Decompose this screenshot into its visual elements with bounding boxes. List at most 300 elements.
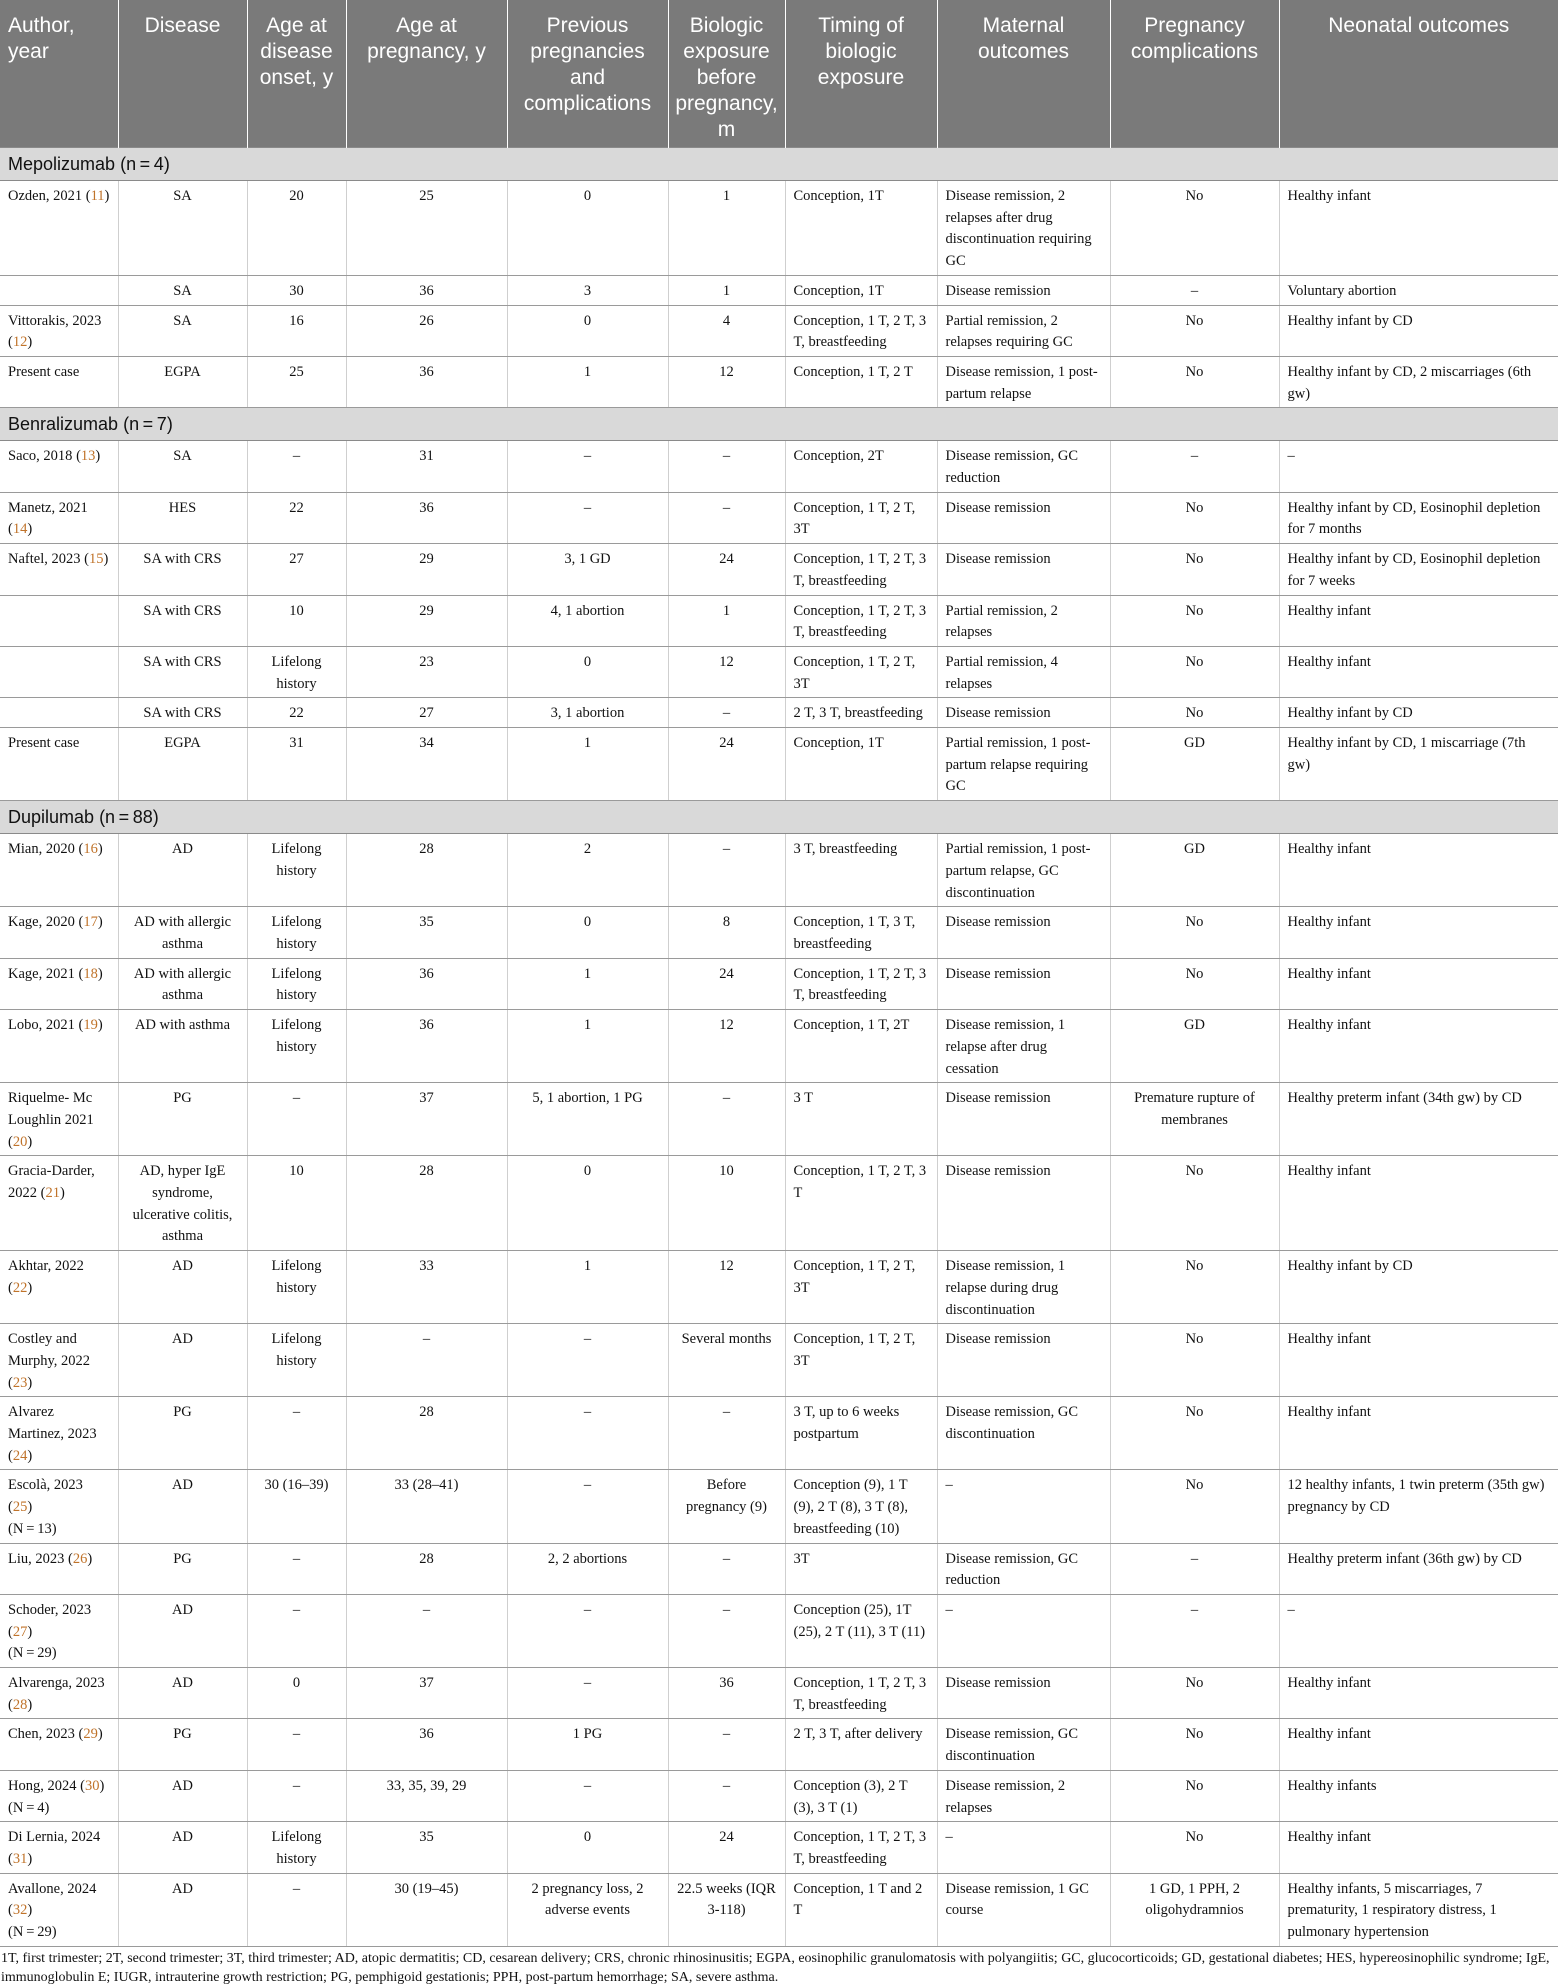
maternal-outcomes-cell: Partial remission, 1 post-partum relapse, GC discontinuation bbox=[937, 834, 1110, 907]
disease-cell: SA bbox=[118, 441, 247, 492]
age-pregnancy-cell: – bbox=[346, 1324, 507, 1397]
reference-link[interactable]: 11 bbox=[90, 188, 105, 204]
age-pregnancy-cell: 28 bbox=[346, 834, 507, 907]
maternal-outcomes-cell: Disease remission, 1 GC course bbox=[937, 1873, 1110, 1946]
maternal-outcomes-cell: Disease remission bbox=[937, 1156, 1110, 1251]
age-pregnancy-cell: 36 bbox=[346, 958, 507, 1009]
previous-pregnancies-cell: 0 bbox=[507, 181, 668, 276]
previous-pregnancies-cell: – bbox=[507, 1594, 668, 1667]
biologic-exposure-cell: – bbox=[668, 1397, 785, 1470]
pregnancy-complications-cell: – bbox=[1110, 275, 1279, 305]
section-row bbox=[0, 801, 1558, 834]
pregnancy-complications-cell: – bbox=[1110, 1543, 1279, 1594]
timing-cell: Conception, 1 T, 2 T, 3 T, breastfeeding bbox=[785, 544, 937, 595]
author-cell: Chen, 2023 (29) bbox=[0, 1719, 118, 1770]
table-row bbox=[0, 1543, 1558, 1594]
pregnancy-complications-cell: No bbox=[1110, 1470, 1279, 1543]
table-row bbox=[0, 834, 1558, 907]
pregnancy-complications-cell: – bbox=[1110, 1594, 1279, 1667]
timing-cell: Conception, 1T bbox=[785, 181, 937, 276]
sample-size: (N = 13) bbox=[8, 1520, 57, 1537]
biologic-exposure-cell: 10 bbox=[668, 1156, 785, 1251]
disease-cell: SA with CRS bbox=[118, 698, 247, 728]
age-pregnancy-cell: 29 bbox=[346, 595, 507, 646]
disease-cell: PG bbox=[118, 1083, 247, 1156]
pregnancy-complications-cell: No bbox=[1110, 1397, 1279, 1470]
age-onset-cell: 20 bbox=[247, 181, 346, 276]
neonatal-outcomes-cell: 12 healthy infants, 1 twin preterm (35th gw) pregnancy by CD bbox=[1279, 1470, 1558, 1543]
author-cell: Lobo, 2021 (19) bbox=[0, 1010, 118, 1083]
biologic-exposure-cell: – bbox=[668, 492, 785, 543]
timing-cell: 3 T bbox=[785, 1083, 937, 1156]
pregnancy-complications-cell: No bbox=[1110, 1668, 1279, 1719]
reference-link[interactable]: 24 bbox=[12, 1447, 28, 1464]
neonatal-outcomes-cell: Healthy infant bbox=[1279, 1156, 1558, 1251]
age-onset-cell: – bbox=[247, 441, 346, 492]
timing-cell: 2 T, 3 T, after delivery bbox=[785, 1719, 937, 1770]
neonatal-outcomes-cell: Healthy preterm infant (36th gw) by CD bbox=[1279, 1543, 1558, 1594]
table-row bbox=[0, 305, 1558, 356]
neonatal-outcomes-cell: Healthy infant by CD bbox=[1279, 305, 1558, 356]
disease-cell: AD with allergic asthma bbox=[118, 958, 247, 1009]
disease-cell: AD bbox=[118, 1873, 247, 1946]
previous-pregnancies-cell: 1 bbox=[507, 958, 668, 1009]
age-onset-cell: Lifelong history bbox=[247, 1324, 346, 1397]
author-name: Naftel, 2023 bbox=[8, 551, 81, 568]
author-cell: Saco, 2018 (13) bbox=[0, 441, 118, 492]
pregnancy-complications-cell: GD bbox=[1110, 1010, 1279, 1083]
age-onset-cell: 10 bbox=[247, 595, 346, 646]
timing-cell: Conception (25), 1T (25), 2 T (11), 3 T (11) bbox=[785, 1594, 937, 1667]
header-pregnancy-complications: Pregnancy complications bbox=[1110, 0, 1279, 148]
maternal-outcomes-cell: Disease remission bbox=[937, 1668, 1110, 1719]
age-pregnancy-cell: 23 bbox=[346, 646, 507, 697]
reference-link[interactable]: 15 bbox=[88, 551, 104, 568]
reference-link[interactable]: 20 bbox=[12, 1133, 28, 1150]
maternal-outcomes-cell: Disease remission, 2 relapses after drug discontinuation requiring GC bbox=[937, 181, 1110, 276]
neonatal-outcomes-cell: Healthy infant bbox=[1279, 834, 1558, 907]
timing-cell: Conception, 1 T and 2 T bbox=[785, 1873, 937, 1946]
pregnancy-complications-cell: GD bbox=[1110, 834, 1279, 907]
author-name: Kage, 2020 bbox=[8, 914, 75, 931]
table-row bbox=[0, 1010, 1558, 1083]
author-name: Present case bbox=[8, 363, 80, 380]
table-row bbox=[0, 441, 1558, 492]
disease-cell: SA bbox=[118, 305, 247, 356]
maternal-outcomes-cell: Disease remission bbox=[937, 275, 1110, 305]
author-name: Escolà, 2023 bbox=[8, 1477, 83, 1494]
author-name: Mian, 2020 bbox=[8, 841, 75, 858]
table-row bbox=[0, 356, 1558, 407]
pregnancy-complications-cell: No bbox=[1110, 958, 1279, 1009]
section-count: (n = 7) bbox=[123, 414, 173, 435]
author-cell: Mian, 2020 (16) bbox=[0, 834, 118, 907]
age-onset-cell: – bbox=[247, 1397, 346, 1470]
biologic-exposure-cell: 8 bbox=[668, 907, 785, 958]
biologic-exposure-cell: – bbox=[668, 441, 785, 492]
disease-cell: SA bbox=[118, 275, 247, 305]
age-onset-cell: 31 bbox=[247, 728, 346, 801]
neonatal-outcomes-cell: – bbox=[1279, 1594, 1558, 1667]
reference-link[interactable]: 21 bbox=[45, 1185, 60, 1202]
author-name: Alvarez Martinez, 2023 bbox=[8, 1404, 97, 1443]
disease-cell: PG bbox=[118, 1719, 247, 1770]
pregnancy-complications-cell: – bbox=[1110, 441, 1279, 492]
age-pregnancy-cell: 36 bbox=[346, 275, 507, 305]
pregnancy-complications-cell: 1 GD, 1 PPH, 2 oligohydramnios bbox=[1110, 1873, 1279, 1946]
previous-pregnancies-cell: – bbox=[507, 1668, 668, 1719]
previous-pregnancies-cell: – bbox=[507, 1770, 668, 1821]
age-onset-cell: Lifelong history bbox=[247, 958, 346, 1009]
header-age-pregnancy: Age at pregnancy, y bbox=[346, 0, 507, 148]
author-name: Vittorakis, 2023 bbox=[8, 312, 102, 329]
age-pregnancy-cell: 33 (28–41) bbox=[346, 1470, 507, 1543]
table-row bbox=[0, 1668, 1558, 1719]
biologic-exposure-cell: – bbox=[668, 1770, 785, 1821]
author-name: Costley and Murphy, 2022 bbox=[8, 1331, 91, 1369]
timing-cell: 3T bbox=[785, 1543, 937, 1594]
previous-pregnancies-cell: 0 bbox=[507, 1822, 668, 1873]
pregnancy-complications-cell: No bbox=[1110, 492, 1279, 543]
pregnancy-complications-cell: No bbox=[1110, 1324, 1279, 1397]
maternal-outcomes-cell: – bbox=[937, 1470, 1110, 1543]
author-name: Liu, 2023 bbox=[8, 1550, 65, 1567]
pregnancy-complications-cell: No bbox=[1110, 356, 1279, 407]
age-pregnancy-cell: 28 bbox=[346, 1543, 507, 1594]
table-row bbox=[0, 1156, 1558, 1251]
age-pregnancy-cell: 35 bbox=[346, 1822, 507, 1873]
disease-cell: SA with CRS bbox=[118, 646, 247, 697]
author-name: Gracia-Darder, 2022 bbox=[8, 1163, 95, 1202]
previous-pregnancies-cell: 1 PG bbox=[507, 1719, 668, 1770]
header-disease: Disease bbox=[118, 0, 247, 148]
section-heading bbox=[0, 148, 1558, 181]
reference-link[interactable]: 27 bbox=[12, 1623, 28, 1640]
biologic-exposure-cell: 12 bbox=[668, 356, 785, 407]
neonatal-outcomes-cell: Healthy infant by CD, 1 miscarriage (7th gw) bbox=[1279, 728, 1558, 801]
header-maternal-outcomes: Maternal outcomes bbox=[937, 0, 1110, 148]
previous-pregnancies-cell: – bbox=[507, 1470, 668, 1543]
maternal-outcomes-cell: Disease remission bbox=[937, 492, 1110, 543]
timing-cell: 3 T, breastfeeding bbox=[785, 834, 937, 907]
section-name: Mepolizumab bbox=[8, 154, 116, 174]
header-row bbox=[0, 0, 1558, 148]
header-author: Author, year bbox=[0, 0, 118, 148]
timing-cell: Conception, 1 T, 2 T, 3T bbox=[785, 1324, 937, 1397]
author-cell: Vittorakis, 2023 (12) bbox=[0, 305, 118, 356]
reference-link[interactable]: 22 bbox=[12, 1279, 28, 1296]
author-name: Riquelme- Mc Loughlin 2021 bbox=[8, 1090, 94, 1128]
previous-pregnancies-cell: – bbox=[507, 1397, 668, 1470]
maternal-outcomes-cell: Partial remission, 2 relapses bbox=[937, 595, 1110, 646]
age-onset-cell: Lifelong history bbox=[247, 1822, 346, 1873]
disease-cell: AD with allergic asthma bbox=[118, 907, 247, 958]
previous-pregnancies-cell: 2 pregnancy loss, 2 adverse events bbox=[507, 1873, 668, 1946]
previous-pregnancies-cell: 0 bbox=[507, 907, 668, 958]
author-name: Avallone, 2024 bbox=[8, 1880, 97, 1897]
table-row bbox=[0, 275, 1558, 305]
reference-link[interactable]: 18 bbox=[83, 965, 98, 982]
biologic-exposure-cell: 12 bbox=[668, 1010, 785, 1083]
neonatal-outcomes-cell: Healthy infant bbox=[1279, 1324, 1558, 1397]
author-cell bbox=[0, 646, 118, 697]
disease-cell: AD bbox=[118, 1251, 247, 1324]
maternal-outcomes-cell: Disease remission bbox=[937, 698, 1110, 728]
reference-link[interactable]: 16 bbox=[83, 841, 98, 858]
neonatal-outcomes-cell: Healthy infant bbox=[1279, 958, 1558, 1009]
table-row bbox=[0, 698, 1558, 728]
neonatal-outcomes-cell: Healthy infant by CD, 2 miscarriages (6th gw) bbox=[1279, 356, 1558, 407]
timing-cell: Conception, 1 T, 3 T, breastfeeding bbox=[785, 907, 937, 958]
timing-cell: Conception, 1 T, 2 T, 3 T, breastfeeding bbox=[785, 1822, 937, 1873]
age-onset-cell: 16 bbox=[247, 305, 346, 356]
neonatal-outcomes-cell: Healthy infant bbox=[1279, 181, 1558, 276]
reference-link[interactable]: 23 bbox=[12, 1374, 28, 1391]
maternal-outcomes-cell: Disease remission bbox=[937, 1083, 1110, 1156]
biologic-exposure-cell: – bbox=[668, 698, 785, 728]
table-row bbox=[0, 1719, 1558, 1770]
previous-pregnancies-cell: 0 bbox=[507, 305, 668, 356]
author-cell: Liu, 2023 (26) bbox=[0, 1543, 118, 1594]
maternal-outcomes-cell: Disease remission bbox=[937, 1324, 1110, 1397]
pregnancy-complications-cell: No bbox=[1110, 1719, 1279, 1770]
timing-cell: Conception, 1T bbox=[785, 275, 937, 305]
disease-cell: EGPA bbox=[118, 728, 247, 801]
age-pregnancy-cell: 29 bbox=[346, 544, 507, 595]
table-row bbox=[0, 1770, 1558, 1821]
table-row bbox=[0, 1324, 1558, 1397]
timing-cell: 3 T, up to 6 weeks postpartum bbox=[785, 1397, 937, 1470]
neonatal-outcomes-cell: Healthy infant bbox=[1279, 1668, 1558, 1719]
table-row bbox=[0, 181, 1558, 276]
disease-cell: AD, hyper IgE syndrome, ulcerative colitis, asthma bbox=[118, 1156, 247, 1251]
section-row bbox=[0, 148, 1558, 181]
age-pregnancy-cell: – bbox=[346, 1594, 507, 1667]
disease-cell: PG bbox=[118, 1397, 247, 1470]
author-cell: Di Lernia, 2024 (31) bbox=[0, 1822, 118, 1873]
author-name: Present case bbox=[8, 735, 80, 752]
timing-cell: Conception, 2T bbox=[785, 441, 937, 492]
author-name: Hong, 2024 bbox=[8, 1777, 77, 1794]
previous-pregnancies-cell: – bbox=[507, 441, 668, 492]
reference-link[interactable]: 13 bbox=[80, 448, 96, 465]
table-row bbox=[0, 1594, 1558, 1667]
neonatal-outcomes-cell: Healthy infant bbox=[1279, 1822, 1558, 1873]
table-row bbox=[0, 907, 1558, 958]
reference-link[interactable]: 25 bbox=[12, 1499, 28, 1516]
disease-cell: SA bbox=[118, 181, 247, 276]
biologic-exposure-cell: – bbox=[668, 1543, 785, 1594]
sample-size: (N = 4) bbox=[8, 1799, 50, 1816]
age-pregnancy-cell: 31 bbox=[346, 441, 507, 492]
biologic-exposure-cell: 24 bbox=[668, 1822, 785, 1873]
maternal-outcomes-cell: Disease remission, 1 relapse after drug cessation bbox=[937, 1010, 1110, 1083]
disease-cell: PG bbox=[118, 1543, 247, 1594]
table-row bbox=[0, 646, 1558, 697]
previous-pregnancies-cell: 2, 2 abortions bbox=[507, 1543, 668, 1594]
biologic-exposure-cell: – bbox=[668, 1083, 785, 1156]
age-pregnancy-cell: 27 bbox=[346, 698, 507, 728]
previous-pregnancies-cell: 3, 1 abortion bbox=[507, 698, 668, 728]
reference-link[interactable]: 26 bbox=[72, 1550, 88, 1567]
neonatal-outcomes-cell: Voluntary abortion bbox=[1279, 275, 1558, 305]
author-cell: Kage, 2020 (17) bbox=[0, 907, 118, 958]
reference-link[interactable]: 29 bbox=[83, 1726, 98, 1743]
author-cell bbox=[0, 698, 118, 728]
age-onset-cell: 30 bbox=[247, 275, 346, 305]
timing-cell: Conception (3), 2 T (3), 3 T (1) bbox=[785, 1770, 937, 1821]
age-pregnancy-cell: 25 bbox=[346, 181, 507, 276]
neonatal-outcomes-cell: Healthy preterm infant (34th gw) by CD bbox=[1279, 1083, 1558, 1156]
disease-cell: EGPA bbox=[118, 356, 247, 407]
disease-cell: AD bbox=[118, 1668, 247, 1719]
biologic-exposure-cell: – bbox=[668, 1719, 785, 1770]
previous-pregnancies-cell: 1 bbox=[507, 728, 668, 801]
age-pregnancy-cell: 35 bbox=[346, 907, 507, 958]
reference-link[interactable]: 14 bbox=[12, 521, 28, 538]
previous-pregnancies-cell: 4, 1 abortion bbox=[507, 595, 668, 646]
author-name: Lobo, 2021 bbox=[8, 1017, 75, 1034]
timing-cell: Conception, 1 T, 2 T bbox=[785, 356, 937, 407]
author-cell bbox=[0, 595, 118, 646]
disease-cell: AD bbox=[118, 1470, 247, 1543]
author-cell: Alvarenga, 2023 (28) bbox=[0, 1668, 118, 1719]
maternal-outcomes-cell: Partial remission, 4 relapses bbox=[937, 646, 1110, 697]
author-name: Di Lernia, 2024 bbox=[8, 1829, 101, 1846]
previous-pregnancies-cell: 3 bbox=[507, 275, 668, 305]
previous-pregnancies-cell: 0 bbox=[507, 646, 668, 697]
timing-cell: Conception, 1 T, 2 T, 3 T, breastfeeding bbox=[785, 1668, 937, 1719]
biologic-exposure-cell: 36 bbox=[668, 1668, 785, 1719]
previous-pregnancies-cell: 1 bbox=[507, 1251, 668, 1324]
author-cell: Riquelme- Mc Loughlin 2021 (20) bbox=[0, 1083, 118, 1156]
age-pregnancy-cell: 37 bbox=[346, 1668, 507, 1719]
section-heading bbox=[0, 408, 1558, 441]
age-onset-cell: – bbox=[247, 1770, 346, 1821]
pregnancy-complications-cell: No bbox=[1110, 1822, 1279, 1873]
age-pregnancy-cell: 26 bbox=[346, 305, 507, 356]
biologic-exposure-cell: – bbox=[668, 834, 785, 907]
pregnancy-complications-cell: GD bbox=[1110, 728, 1279, 801]
author-name: Saco, 2018 bbox=[8, 448, 73, 465]
previous-pregnancies-cell: – bbox=[507, 492, 668, 543]
table-row bbox=[0, 595, 1558, 646]
author-name: Schoder, 2023 bbox=[8, 1601, 92, 1618]
table-row bbox=[0, 1251, 1558, 1324]
author-cell: Naftel, 2023 (15) bbox=[0, 544, 118, 595]
author-name: Manetz, 2021 bbox=[8, 499, 88, 516]
previous-pregnancies-cell: 1 bbox=[507, 356, 668, 407]
maternal-outcomes-cell: Disease remission bbox=[937, 907, 1110, 958]
timing-cell: Conception, 1 T, 2 T, 3T bbox=[785, 646, 937, 697]
biologic-exposure-cell: 24 bbox=[668, 544, 785, 595]
author-cell: Schoder, 2023 (27) (N = 29) bbox=[0, 1594, 118, 1667]
disease-cell: AD bbox=[118, 834, 247, 907]
maternal-outcomes-cell: Disease remission, GC discontinuation bbox=[937, 1719, 1110, 1770]
author-cell: Costley and Murphy, 2022 (23) bbox=[0, 1324, 118, 1397]
timing-cell: Conception, 1 T, 2 T, 3 T bbox=[785, 1156, 937, 1251]
reference-link[interactable]: 31 bbox=[12, 1851, 28, 1867]
pregnancy-complications-cell: No bbox=[1110, 544, 1279, 595]
biologic-exposure-cell: 12 bbox=[668, 646, 785, 697]
timing-cell: Conception, 1 T, 2 T, 3T bbox=[785, 492, 937, 543]
reference-link[interactable]: 28 bbox=[12, 1696, 28, 1713]
reference-link[interactable]: 32 bbox=[12, 1902, 28, 1919]
biologic-exposure-cell: 22.5 weeks (IQR 3-118) bbox=[668, 1873, 785, 1946]
age-pregnancy-cell: 30 (19–45) bbox=[346, 1873, 507, 1946]
header-timing: Timing of biologic exposure bbox=[785, 0, 937, 148]
author-cell bbox=[0, 356, 118, 407]
age-onset-cell: Lifelong history bbox=[247, 1010, 346, 1083]
neonatal-outcomes-cell: Healthy infants, 5 miscarriages, 7 prematurity, 1 respiratory distress, 1 pulmonary hypertension bbox=[1279, 1873, 1558, 1946]
pregnancy-complications-cell: No bbox=[1110, 305, 1279, 356]
biologic-exposure-cell: Several months bbox=[668, 1324, 785, 1397]
maternal-outcomes-cell: – bbox=[937, 1594, 1110, 1667]
author-name: Kage, 2021 bbox=[8, 965, 75, 982]
header-biologic-exposure: Biologic exposure before pregnancy, m bbox=[668, 0, 785, 148]
age-onset-cell: 22 bbox=[247, 492, 346, 543]
table-row bbox=[0, 1873, 1558, 1946]
pregnancy-complications-cell: No bbox=[1110, 1770, 1279, 1821]
maternal-outcomes-cell: Disease remission bbox=[937, 958, 1110, 1009]
table-row bbox=[0, 1397, 1558, 1470]
biologic-exposure-cell: Before pregnancy (9) bbox=[668, 1470, 785, 1543]
author-name: Alvarenga, 2023 bbox=[8, 1675, 105, 1692]
biologic-exposure-cell: 1 bbox=[668, 595, 785, 646]
reference-link[interactable]: 19 bbox=[83, 1017, 98, 1034]
sample-size: (N = 29) bbox=[8, 1645, 57, 1662]
reference-link[interactable]: 12 bbox=[12, 334, 28, 351]
previous-pregnancies-cell: 5, 1 abortion, 1 PG bbox=[507, 1083, 668, 1156]
header-age-onset: Age at disease onset, y bbox=[247, 0, 346, 148]
neonatal-outcomes-cell: Healthy infants bbox=[1279, 1770, 1558, 1821]
age-pregnancy-cell: 33 bbox=[346, 1251, 507, 1324]
maternal-outcomes-cell: Disease remission bbox=[937, 544, 1110, 595]
author-cell: Kage, 2021 (18) bbox=[0, 958, 118, 1009]
reference-link[interactable]: 17 bbox=[83, 914, 98, 931]
age-onset-cell: – bbox=[247, 1083, 346, 1156]
age-onset-cell: Lifelong history bbox=[247, 834, 346, 907]
age-pregnancy-cell: 36 bbox=[346, 356, 507, 407]
neonatal-outcomes-cell: Healthy infant by CD, Eosinophil depletion for 7 weeks bbox=[1279, 544, 1558, 595]
timing-cell: Conception, 1 T, 2T bbox=[785, 1010, 937, 1083]
age-onset-cell: 0 bbox=[247, 1668, 346, 1719]
disease-cell: AD bbox=[118, 1324, 247, 1397]
age-onset-cell: – bbox=[247, 1719, 346, 1770]
neonatal-outcomes-cell: Healthy infant by CD bbox=[1279, 698, 1558, 728]
section-row bbox=[0, 408, 1558, 441]
timing-cell: Conception, 1 T, 2 T, 3 T, breastfeeding bbox=[785, 595, 937, 646]
reference-link[interactable]: 30 bbox=[84, 1777, 100, 1794]
author-cell: Hong, 2024 (30) (N = 4) bbox=[0, 1770, 118, 1821]
age-pregnancy-cell: 28 bbox=[346, 1397, 507, 1470]
maternal-outcomes-cell: Partial remission, 2 relapses requiring GC bbox=[937, 305, 1110, 356]
author-cell bbox=[0, 275, 118, 305]
disease-cell: AD bbox=[118, 1822, 247, 1873]
previous-pregnancies-cell: 3, 1 GD bbox=[507, 544, 668, 595]
table-row bbox=[0, 728, 1558, 801]
maternal-outcomes-cell: Disease remission, GC reduction bbox=[937, 441, 1110, 492]
timing-cell: Conception, 1T bbox=[785, 728, 937, 801]
timing-cell: Conception, 1 T, 2 T, 3 T, breastfeeding bbox=[785, 958, 937, 1009]
table-row bbox=[0, 492, 1558, 543]
author-name: Akhtar, 2022 bbox=[8, 1258, 84, 1275]
section-heading bbox=[0, 801, 1558, 834]
neonatal-outcomes-cell: Healthy infant bbox=[1279, 907, 1558, 958]
table-row bbox=[0, 1083, 1558, 1156]
neonatal-outcomes-cell: – bbox=[1279, 441, 1558, 492]
maternal-outcomes-cell: Disease remission, 1 post-partum relapse bbox=[937, 356, 1110, 407]
